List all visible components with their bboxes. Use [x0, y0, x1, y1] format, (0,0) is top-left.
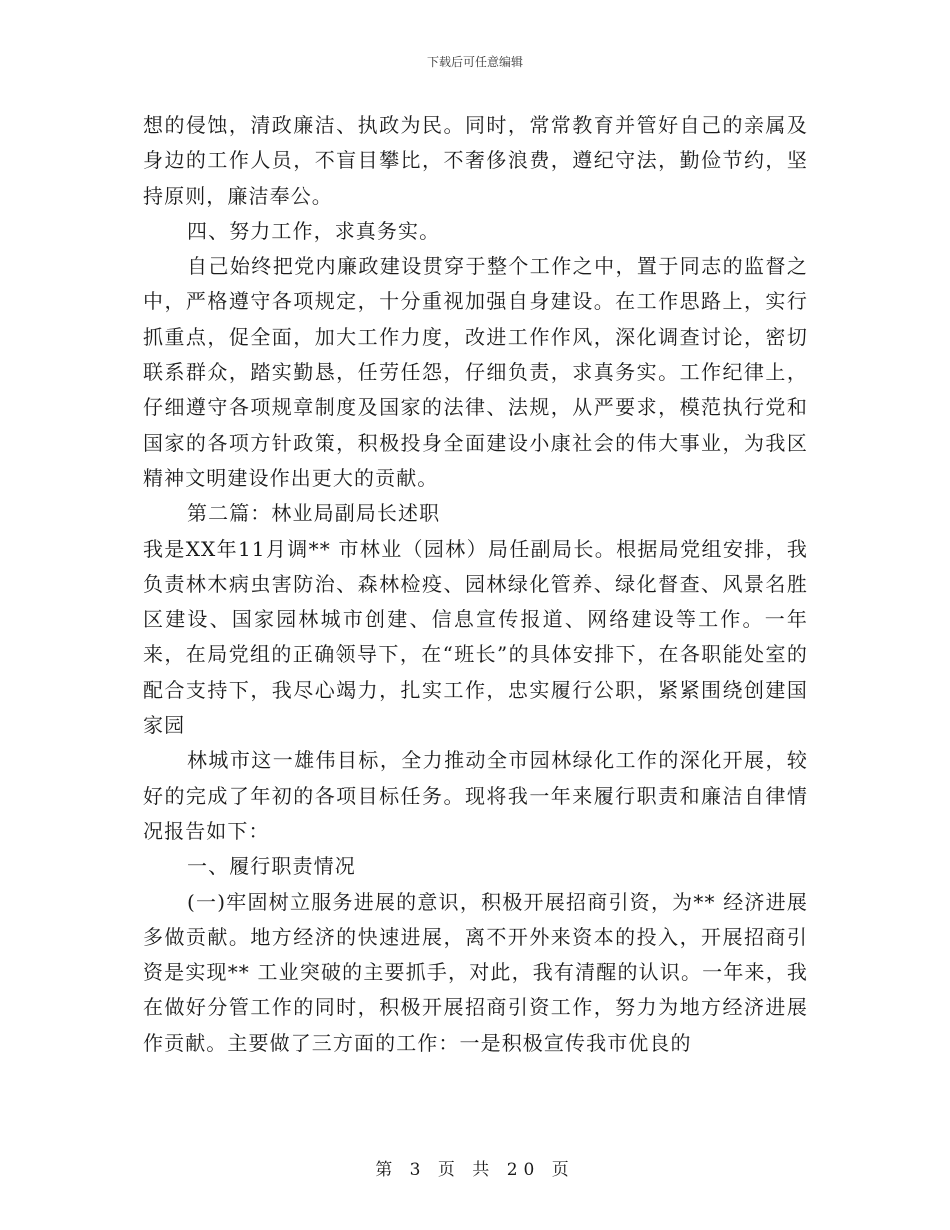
section-heading-four: 四、努力工作，求真务实。 [187, 218, 441, 243]
paragraph-5: (一)牢固树立服务进展的意识，积极开展招商引资，为** 经济进展多做贡献。地方经济的快速进展，离不开外来资本的投入，开展招商引资是实现** 工业突破的主要抓手，对此，我有清醒的认识。一年来，我在做好分管工作的同时，积极开展招商引资工作，努力为地方经济进展作贡献。主要做了三方面的工作：一是积极宣传我市优良的 [143, 889, 808, 1055]
chapter-title-2: 第二篇：林业局副局长述职 [187, 501, 441, 526]
document-body [143, 108, 808, 1061]
paragraph-1: 想的侵蚀，清政廉洁、执政为民。同时，常常教育并管好自己的亲属及身边的工作人员，不盲目攀比，不奢侈浪费，遵纪守法，勤俭节约，坚持原则，廉洁奉公。 [143, 113, 808, 208]
paragraph-4: 林城市这一雄伟目标，全力推动全市园林绿化工作的深化开展，较好的完成了年初的各项目标任务。现将我一年来履行职责和廉洁自律情况报告如下： [143, 748, 808, 843]
paragraph-3: 我是XX年11月调** 市林业（园林）局任副局长。根据局党组安排，我负责林木病虫害防治、森林检疫、园林绿化管养、绿化督查、风景名胜区建设、国家园林城市创建、信息宣传报道、网络建设等工作。一年来，在局党组的正确领导下，在“班长”的具体安排下，在各职能处室的配合支持下，我尽心竭力，扎实工作，忠实履行公职，紧紧围绕创建国家园 [143, 536, 808, 738]
page-header-note: 下载后可任意编辑 [426, 55, 523, 69]
page-number-footer: 第 3 页 共 20 页 [375, 1160, 575, 1180]
section-heading-one: 一、履行职责情况 [187, 854, 356, 879]
paragraph-2: 自己始终把党内廉政建设贯穿于整个工作之中，置于同志的监督之中，严格遵守各项规定，十分重视加强自身建设。在工作思路上，实行抓重点，促全面，加大工作力度，改进工作作风，深化调查讨论，密切联系群众，踏实勤恳，任劳任怨，仔细负责，求真务实。工作纪律上，仔细遵守各项规章制度及国家的法律、法规，从严要求，模范执行党和国家的各项方针政策，积极投身全面建设小康社会的伟大事业，为我区精神文明建设作出更大的贡献。 [143, 254, 808, 490]
